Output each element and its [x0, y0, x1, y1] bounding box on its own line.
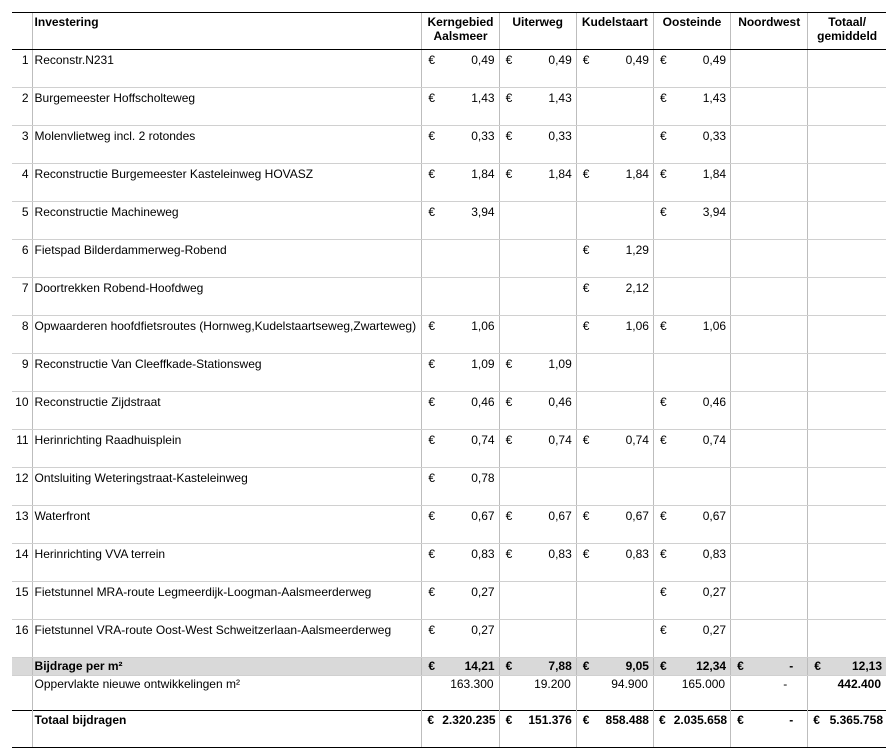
value-totaal [808, 50, 886, 88]
oppervlakte-oosteinde: 165.000 [653, 676, 730, 711]
value-noordwest [731, 202, 808, 240]
value-uiterweg: 0,33 [548, 129, 572, 143]
header-nr [12, 13, 32, 50]
value-oosteinde: 0,83 [702, 547, 727, 561]
value-kerngebied: 0,74 [471, 433, 495, 447]
currency-symbol: € [814, 659, 821, 673]
value-kerngebied: 0,49 [471, 53, 495, 67]
row-name: Ontsluiting Weteringstraat-Kasteleinweg [32, 468, 422, 506]
row-number: 2 [12, 88, 32, 126]
value-oosteinde: 0,33 [702, 129, 727, 143]
row-number: 12 [12, 468, 32, 506]
empty-cell [576, 620, 653, 658]
value-kerngebied: 0,46 [471, 395, 495, 409]
currency-symbol: € [659, 433, 667, 447]
row-name: Fietstunnel VRA-route Oost-West Schweitzerlaan-Aalsmeerderweg [32, 620, 422, 658]
row-name: Herinrichting VVA terrein [32, 544, 422, 582]
value-noordwest [731, 620, 808, 658]
table-row [12, 392, 886, 430]
currency-symbol: € [659, 659, 667, 673]
currency-symbol: € [505, 509, 513, 523]
value-totaal [808, 240, 886, 278]
value-noordwest [731, 88, 808, 126]
row-number: 9 [12, 354, 32, 392]
totaal-label: Totaal bijdragen [32, 711, 422, 748]
currency-symbol: € [659, 91, 667, 105]
table-row [12, 620, 886, 658]
header-row [12, 13, 886, 50]
empty-cell [422, 278, 499, 316]
empty-cell [499, 240, 576, 278]
row-name: Molenvlietweg incl. 2 rotondes [32, 126, 422, 164]
value-uiterweg: 1,43 [548, 91, 572, 105]
table-row [12, 278, 886, 316]
table-row [12, 50, 886, 88]
value-kerngebied: 0,27 [471, 623, 495, 637]
value-noordwest [731, 354, 808, 392]
currency-symbol: € [505, 167, 513, 181]
row-name: Waterfront [32, 506, 422, 544]
table-row [12, 468, 886, 506]
currency-symbol: € [428, 129, 436, 143]
bijdrage-kerngebied: 14,21 [464, 659, 495, 673]
header-uiterweg: Uiterweg [499, 13, 576, 50]
value-kudelstaart: 0,67 [625, 509, 649, 523]
row-number: 13 [12, 506, 32, 544]
value-kerngebied: 1,06 [471, 319, 495, 333]
value-uiterweg: 0,83 [548, 547, 572, 561]
header-totaal: Totaal/ gemiddeld [808, 13, 886, 50]
value-totaal [808, 88, 886, 126]
value-noordwest [731, 506, 808, 544]
value-oosteinde: 0,49 [702, 53, 727, 67]
value-noordwest [731, 544, 808, 582]
empty-cell [653, 278, 730, 316]
currency-symbol: € [582, 659, 590, 673]
row-number: 1 [12, 50, 32, 88]
value-kerngebied: 0,67 [471, 509, 495, 523]
currency-symbol: € [505, 433, 513, 447]
currency-symbol: € [428, 509, 436, 523]
bijdrage-kudelstaart: 9,05 [625, 659, 649, 673]
currency-symbol: € [737, 713, 744, 727]
row-number: 11 [12, 430, 32, 468]
bijdrage-label: Bijdrage per m² [32, 658, 422, 676]
value-noordwest [731, 392, 808, 430]
currency-symbol: € [428, 433, 436, 447]
value-uiterweg: 0,49 [548, 53, 572, 67]
value-totaal [808, 354, 886, 392]
empty-cell [499, 202, 576, 240]
value-oosteinde: 0,67 [702, 509, 727, 523]
row-number: 16 [12, 620, 32, 658]
currency-symbol: € [428, 395, 436, 409]
value-kudelstaart: 0,49 [625, 53, 649, 67]
empty-cell [653, 240, 730, 278]
currency-symbol: € [582, 509, 590, 523]
empty-cell [653, 354, 730, 392]
currency-symbol: € [428, 91, 436, 105]
value-uiterweg: 1,84 [548, 167, 572, 181]
value-kerngebied: 3,94 [471, 205, 495, 219]
row-name: Burgemeester Hoffscholteweg [32, 88, 422, 126]
header-kerngebied: Kerngebied Aalsmeer [422, 13, 499, 50]
currency-symbol: € [659, 319, 667, 333]
value-noordwest [731, 240, 808, 278]
currency-symbol: € [428, 53, 436, 67]
header-oosteinde: Oosteinde [653, 13, 730, 50]
table-row [12, 354, 886, 392]
empty-cell [422, 240, 499, 278]
value-totaal [808, 392, 886, 430]
value-noordwest [731, 126, 808, 164]
currency-symbol: € [582, 433, 590, 447]
totaal-oosteinde: 2.035.658 [673, 713, 728, 727]
currency-symbol: € [582, 53, 590, 67]
value-kerngebied: 1,84 [471, 167, 495, 181]
currency-symbol: € [659, 53, 667, 67]
value-oosteinde: 0,46 [702, 395, 727, 409]
row-number: 7 [12, 278, 32, 316]
value-totaal [808, 468, 886, 506]
currency-symbol: € [658, 713, 666, 727]
table-row [12, 164, 886, 202]
oppervlakte-row [12, 676, 886, 711]
currency-symbol: € [428, 357, 436, 371]
row-name: Reconstructie Burgemeester Kasteleinweg HOVASZ [32, 164, 422, 202]
value-kudelstaart: 0,83 [625, 547, 649, 561]
currency-symbol: € [505, 357, 513, 371]
row-number: 15 [12, 582, 32, 620]
header-investering: Investering [32, 13, 422, 50]
oppervlakte-noordwest: - [731, 676, 808, 711]
value-noordwest [731, 278, 808, 316]
value-totaal [808, 620, 886, 658]
empty-cell [576, 582, 653, 620]
value-noordwest [731, 164, 808, 202]
value-uiterweg: 0,67 [548, 509, 572, 523]
oppervlakte-uiterweg: 19.200 [499, 676, 576, 711]
oppervlakte-label: Oppervlakte nieuwe ontwikkelingen m² [32, 676, 422, 711]
currency-symbol: € [659, 205, 667, 219]
value-oosteinde: 1,43 [702, 91, 727, 105]
row-number: 5 [12, 202, 32, 240]
value-kudelstaart: 1,06 [625, 319, 649, 333]
currency-symbol: € [659, 167, 667, 181]
currency-symbol: € [428, 585, 436, 599]
bijdrage-row [12, 658, 886, 676]
value-totaal [808, 506, 886, 544]
value-uiterweg: 0,74 [548, 433, 572, 447]
empty-cell [576, 354, 653, 392]
currency-symbol: € [582, 547, 590, 561]
investment-table [12, 12, 886, 748]
value-noordwest [731, 50, 808, 88]
value-totaal [808, 126, 886, 164]
value-totaal [808, 278, 886, 316]
totaal-row [12, 711, 886, 748]
row-number: 10 [12, 392, 32, 430]
value-totaal [808, 164, 886, 202]
table-row [12, 88, 886, 126]
value-kudelstaart: 2,12 [625, 281, 649, 295]
empty-cell [499, 468, 576, 506]
oppervlakte-kudelstaart: 94.900 [576, 676, 653, 711]
table-row [12, 582, 886, 620]
row-number: 6 [12, 240, 32, 278]
row-number: 4 [12, 164, 32, 202]
currency-symbol: € [582, 713, 590, 727]
value-oosteinde: 3,94 [702, 205, 727, 219]
currency-symbol: € [505, 713, 513, 727]
value-noordwest [731, 582, 808, 620]
value-noordwest [731, 316, 808, 354]
value-totaal [808, 316, 886, 354]
totaal-uiterweg: 151.376 [528, 713, 572, 727]
totaal-noordwest: - [789, 713, 794, 727]
currency-symbol: € [505, 91, 513, 105]
currency-symbol: € [505, 129, 513, 143]
empty-cell [576, 126, 653, 164]
value-oosteinde: 0,27 [702, 585, 727, 599]
row-name: Fietstunnel MRA-route Legmeerdijk-Loogman-Aalsmeerderweg [32, 582, 422, 620]
row-name: Reconstr.N231 [32, 50, 422, 88]
row-number: 3 [12, 126, 32, 164]
value-totaal [808, 202, 886, 240]
row-number: 8 [12, 316, 32, 354]
totaal-kerngebied: 2.320.235 [442, 713, 496, 727]
value-oosteinde: 1,06 [702, 319, 727, 333]
table-row [12, 544, 886, 582]
currency-symbol: € [582, 281, 590, 295]
currency-symbol: € [582, 243, 590, 257]
header-kudelstaart: Kudelstaart [576, 13, 653, 50]
bijdrage-totaal: 12,13 [851, 659, 882, 673]
table-row [12, 126, 886, 164]
currency-symbol: € [659, 395, 667, 409]
empty-cell [576, 88, 653, 126]
currency-symbol: € [659, 509, 667, 523]
empty-cell [499, 620, 576, 658]
value-kerngebied: 0,78 [471, 471, 495, 485]
currency-symbol: € [428, 205, 436, 219]
currency-symbol: € [813, 713, 820, 727]
empty-cell [499, 582, 576, 620]
value-totaal [808, 430, 886, 468]
currency-symbol: € [659, 129, 667, 143]
value-totaal [808, 544, 886, 582]
row-name: Reconstructie Zijdstraat [32, 392, 422, 430]
empty-cell [576, 468, 653, 506]
value-noordwest [731, 468, 808, 506]
value-totaal [808, 582, 886, 620]
table-row [12, 240, 886, 278]
value-kerngebied: 1,09 [471, 357, 495, 371]
row-name: Doortrekken Robend-Hoofdweg [32, 278, 422, 316]
bijdrage-noordwest: - [789, 659, 794, 673]
currency-symbol: € [427, 713, 435, 727]
value-oosteinde: 0,74 [702, 433, 727, 447]
value-oosteinde: 0,27 [702, 623, 727, 637]
header-noordwest: Noordwest [731, 13, 808, 50]
table-row [12, 316, 886, 354]
currency-symbol: € [505, 395, 513, 409]
value-kerngebied: 1,43 [471, 91, 495, 105]
value-kerngebied: 0,83 [471, 547, 495, 561]
row-name: Herinrichting Raadhuisplein [32, 430, 422, 468]
row-name: Opwaarderen hoofdfietsroutes (Hornweg,Kudelstaartseweg,Zwarteweg) [32, 316, 422, 354]
table-row [12, 430, 886, 468]
value-kudelstaart: 1,84 [625, 167, 649, 181]
currency-symbol: € [659, 547, 667, 561]
empty-cell [499, 316, 576, 354]
currency-symbol: € [428, 167, 436, 181]
row-name: Reconstructie Machineweg [32, 202, 422, 240]
currency-symbol: € [582, 319, 590, 333]
table-row [12, 506, 886, 544]
value-kudelstaart: 1,29 [625, 243, 649, 257]
empty-cell [576, 202, 653, 240]
totaal-totaal: 5.365.758 [829, 713, 883, 727]
currency-symbol: € [582, 167, 590, 181]
value-uiterweg: 0,46 [548, 395, 572, 409]
currency-symbol: € [428, 547, 436, 561]
currency-symbol: € [428, 471, 436, 485]
bijdrage-oosteinde: 12,34 [696, 659, 727, 673]
empty-cell [499, 278, 576, 316]
row-number: 14 [12, 544, 32, 582]
row-name: Fietspad Bilderdammerweg-Robend [32, 240, 422, 278]
empty-cell [576, 392, 653, 430]
row-name: Reconstructie Van Cleeffkade-Stationsweg [32, 354, 422, 392]
value-uiterweg: 1,09 [548, 357, 572, 371]
table-row [12, 202, 886, 240]
totaal-kudelstaart: 858.488 [605, 713, 649, 727]
value-kerngebied: 0,27 [471, 585, 495, 599]
bijdrage-uiterweg: 7,88 [548, 659, 572, 673]
value-noordwest [731, 430, 808, 468]
currency-symbol: € [505, 53, 513, 67]
currency-symbol: € [737, 659, 744, 673]
currency-symbol: € [428, 319, 436, 333]
oppervlakte-kerngebied: 163.300 [422, 676, 499, 711]
empty-cell [653, 468, 730, 506]
value-kudelstaart: 0,74 [625, 433, 649, 447]
currency-symbol: € [428, 659, 436, 673]
currency-symbol: € [505, 659, 513, 673]
currency-symbol: € [659, 623, 667, 637]
value-oosteinde: 1,84 [702, 167, 727, 181]
currency-symbol: € [505, 547, 513, 561]
value-kerngebied: 0,33 [471, 129, 495, 143]
oppervlakte-totaal: 442.400 [808, 676, 886, 711]
currency-symbol: € [428, 623, 436, 637]
currency-symbol: € [659, 585, 667, 599]
